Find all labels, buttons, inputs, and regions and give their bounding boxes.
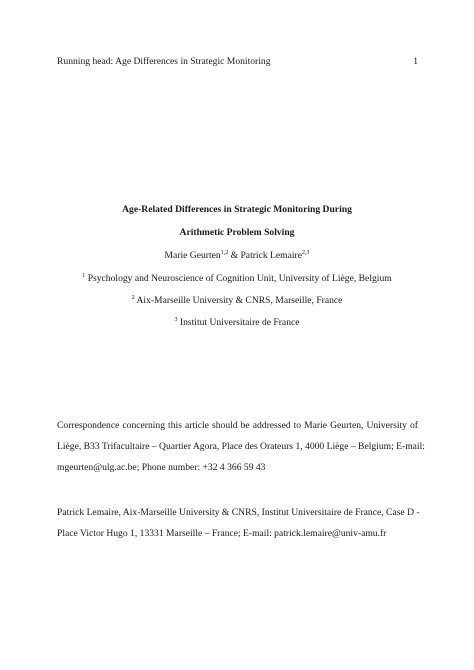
affiliation-3 (40, 317, 434, 329)
author-1-name: Marie Geurten (164, 250, 221, 261)
affiliation-1-text: Psychology and Neuroscience of Cognition Unit, University of Liège, Belgium (87, 273, 392, 284)
author-2-affiliation-marker: 2,3 (302, 250, 310, 256)
title-line-1: Age-Related Differences in Strategic Monitoring During (122, 204, 352, 215)
affiliation-2 (40, 295, 434, 307)
author-2-name: Patrick Lemaire (240, 250, 302, 261)
author-line (40, 250, 434, 262)
affiliation-1 (40, 273, 434, 285)
affiliation-3-text: Institut Universitaire de France (179, 317, 300, 328)
affiliation-2-text: Aix-Marseille University & CNRS, Marseille, France (136, 295, 343, 306)
affiliation-1-marker: 1 (82, 273, 86, 279)
second-contact-line-1: Patrick Lemaire, Aix-Marseille University & CNRS, Institut Universitaire de France, Case D - (57, 507, 420, 518)
affiliation-3-marker: 3 (174, 317, 178, 323)
second-contact-line-2: Place Victor Hugo 1, 13331 Marseille – France; E-mail: patrick.lemaire@univ-amu.fr (57, 528, 387, 539)
running-head (57, 56, 418, 68)
title-line-2: Arithmetic Problem Solving (179, 227, 295, 238)
correspondence-line-1: Correspondence concerning this article should be addressed to Marie Geurten, University of (57, 420, 418, 431)
correspondence-line-3: mgeurten@ulg.ac.be; Phone number: +32 4 366 59 43 (57, 462, 266, 473)
author-1-affiliation-marker: 1,2 (220, 250, 229, 256)
running-head-text: Running head: Age Differences in Strategic Monitoring (57, 56, 271, 67)
correspondence-line-2: Liège, B33 Trifacultaire – Quartier Agora, Place des Orateurs 1, 4000 Liège – Belgium; E-mail: (57, 441, 425, 452)
author-separator: & (228, 250, 241, 261)
affiliation-2-marker: 2 (131, 295, 135, 301)
page-number: 1 (413, 56, 418, 67)
